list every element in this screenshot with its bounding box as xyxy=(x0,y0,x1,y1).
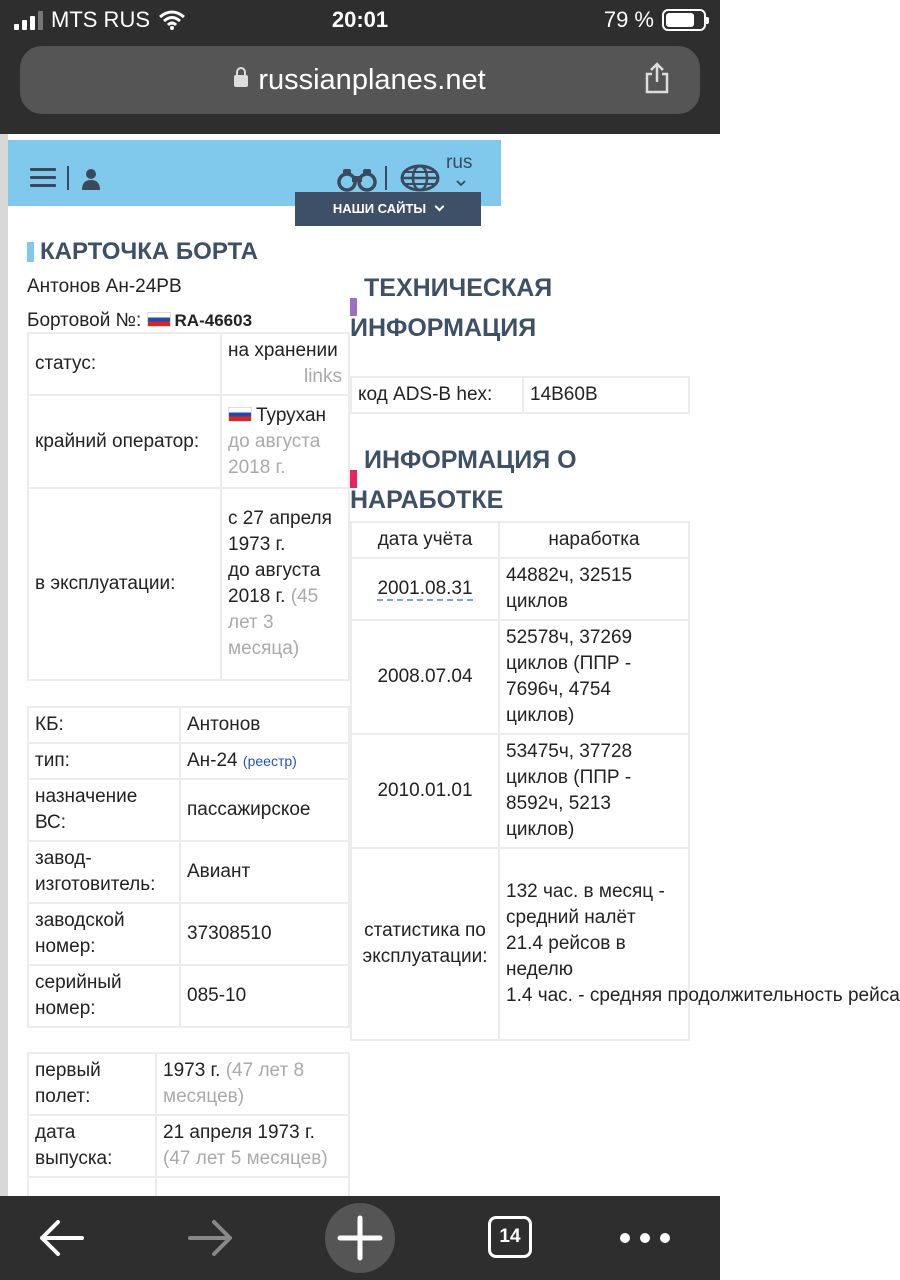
russia-flag-icon xyxy=(228,407,252,422)
first-flight-value: 1973 г. xyxy=(163,1060,221,1081)
hours-title-line1: ИНФОРМАЦИЯ О xyxy=(364,446,577,474)
status-bar xyxy=(0,0,720,40)
tech-title-line1: ТЕХНИЧЕСКАЯ xyxy=(364,274,553,302)
kb-value: Антонов xyxy=(180,707,349,743)
menu-icon[interactable] xyxy=(30,168,56,188)
stats-label: статистика по эксплуатации: xyxy=(351,848,499,1040)
tech-table xyxy=(350,376,690,414)
language-selector[interactable]: rus xyxy=(446,152,473,173)
binoculars-icon[interactable] xyxy=(338,166,376,192)
service-until: до августа 2018 г. xyxy=(228,560,321,607)
tab-count: 14 xyxy=(488,1216,532,1258)
battery-percent: 79 % xyxy=(603,7,654,32)
stats-monthly: 132 час. в месяц - средний налёт xyxy=(506,881,665,928)
tabs-button[interactable] xyxy=(486,1196,534,1280)
stats-weekly: 21.4 рейсов в неделю xyxy=(506,933,626,980)
hours-cell: 53475ч, 37728 циклов (ППР - 8592ч, 5213 циклов) xyxy=(499,734,689,848)
more-icon[interactable] xyxy=(618,1196,672,1280)
aircraft-model: Антонов Ан-24РВ xyxy=(27,276,182,297)
hours-cell: 52578ч, 37269 циклов (ППР - 7696ч, 4754 циклов) xyxy=(499,620,689,734)
forward-icon[interactable] xyxy=(184,1196,236,1280)
web-page xyxy=(0,134,900,1196)
factory-number-value: 37308510 xyxy=(180,903,349,965)
battery-icon xyxy=(662,9,706,31)
header-divider xyxy=(67,166,69,190)
type-value: Ан-24 xyxy=(187,750,238,771)
lock-icon xyxy=(234,75,248,87)
first-flight-label: первый полет: xyxy=(28,1053,156,1115)
share-icon[interactable] xyxy=(644,62,670,94)
date-cell: 2010.01.01 xyxy=(351,734,499,848)
registration-value: RA-46603 xyxy=(174,311,253,330)
chevron-down-icon xyxy=(435,202,445,212)
header-divider xyxy=(385,166,387,190)
hours-title-line2: НАРАБОТКЕ xyxy=(350,486,504,514)
status-table xyxy=(27,332,350,681)
registration xyxy=(27,310,252,332)
specs-table xyxy=(27,706,350,1028)
col-hours-header: наработка xyxy=(499,522,689,558)
section-marker xyxy=(27,242,34,262)
carrier-name: MTS RUS xyxy=(51,7,150,32)
table-row xyxy=(351,848,689,1040)
col-date-header: дата учёта xyxy=(351,522,499,558)
url-text: russianplanes.net xyxy=(258,64,486,96)
service-from: с 27 апреля 1973 г. xyxy=(228,508,332,555)
date-cell[interactable]: 2001.08.31 xyxy=(377,578,473,599)
new-tab-icon[interactable] xyxy=(324,1196,396,1280)
service-label: в эксплуатации: xyxy=(28,488,221,680)
operator-label: крайний оператор: xyxy=(28,395,221,488)
browser-chrome-top xyxy=(0,0,720,134)
status-label: статус: xyxy=(28,333,221,395)
our-sites-label: НАШИ САЙТЫ xyxy=(332,201,427,216)
user-icon[interactable] xyxy=(82,168,100,190)
operator-value[interactable]: Турухан xyxy=(256,404,327,426)
hours-table xyxy=(350,521,900,1041)
table-row xyxy=(351,558,689,620)
table-row xyxy=(351,734,689,848)
status-time: 20:01 xyxy=(331,7,389,32)
date-cell: 2008.07.04 xyxy=(351,620,499,734)
stats-average: 1.4 час. - средняя продолжительность рейса xyxy=(506,985,900,1006)
url-bar[interactable] xyxy=(20,46,700,114)
chevron-down-icon[interactable] xyxy=(456,178,466,188)
russia-flag-icon xyxy=(147,312,171,327)
serial-number-value: 085-10 xyxy=(180,965,349,1027)
kb-label: КБ: xyxy=(28,707,180,743)
registration-label: Бортовой №: xyxy=(27,310,142,331)
table-row xyxy=(351,620,689,734)
purpose-value: пассажирское xyxy=(180,779,349,841)
status-value: на хранении xyxy=(228,340,338,361)
factory-label: завод-изготовитель: xyxy=(28,841,180,903)
registry-link[interactable]: (реестр) xyxy=(242,753,297,769)
back-icon[interactable] xyxy=(36,1196,88,1280)
card-title: КАРТОЧКА БОРТА xyxy=(40,238,259,265)
purpose-label: назначение ВС: xyxy=(28,779,180,841)
serial-number-label: серийный номер: xyxy=(28,965,180,1027)
our-sites-dropdown[interactable] xyxy=(295,192,481,226)
globe-icon[interactable] xyxy=(400,164,440,192)
release-age: (47 лет 5 месяцев) xyxy=(163,1148,328,1169)
page-edge xyxy=(0,134,8,1196)
hours-cell: 44882ч, 32515 циклов xyxy=(499,558,689,620)
tech-title-line2: ИНФОРМАЦИЯ xyxy=(350,314,537,342)
browser-toolbar xyxy=(0,1196,720,1280)
type-label: тип: xyxy=(28,743,180,779)
first-flight-age: (47 лет 8 месяцев) xyxy=(163,1060,305,1107)
adsb-label: код ADS-B hex: xyxy=(351,377,523,413)
links-link[interactable]: links xyxy=(303,366,342,387)
release-label: дата выпуска: xyxy=(28,1115,156,1177)
adsb-value: 14B60B xyxy=(523,377,689,413)
service-duration: (45 лет 3 месяца) xyxy=(228,586,319,659)
operator-until: до августа 2018 г. xyxy=(228,430,321,478)
release-value: 21 апреля 1973 г. xyxy=(163,1122,315,1143)
factory-value[interactable]: Авиант xyxy=(180,841,349,903)
factory-number-label: заводской номер: xyxy=(28,903,180,965)
